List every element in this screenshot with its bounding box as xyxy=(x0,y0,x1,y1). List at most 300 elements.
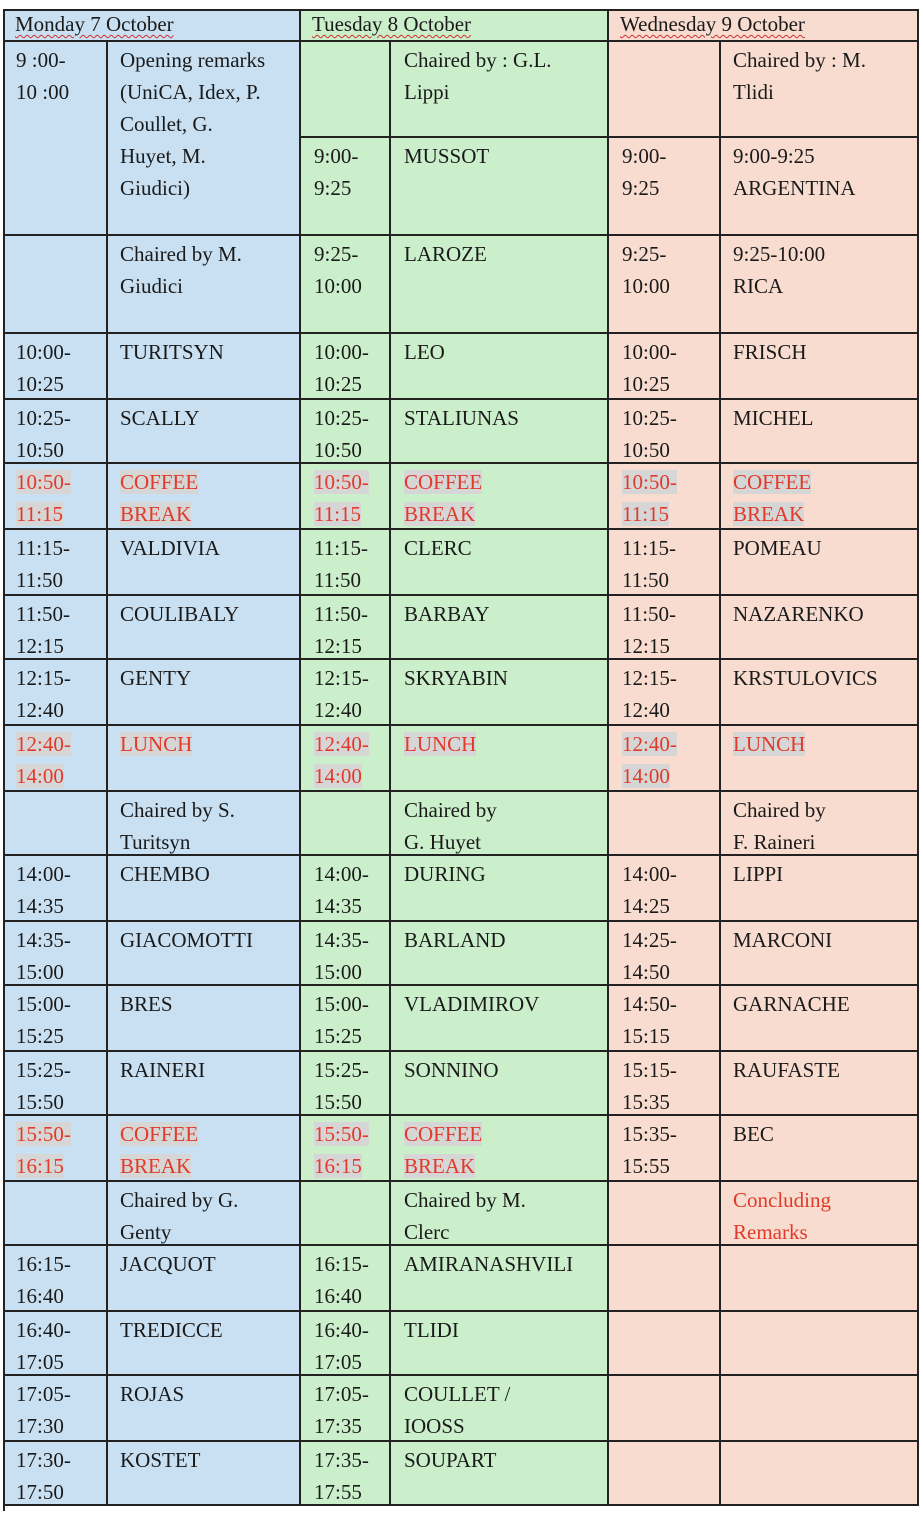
session-cell-mon-line: Chaired by S. xyxy=(120,798,235,822)
time-cell-mon-line xyxy=(16,466,100,498)
session-cell-wed-line: MARCONI xyxy=(733,928,833,952)
time-cell-mon-line: 15:50 xyxy=(16,1090,64,1114)
time-cell-wed-line: 10:50 xyxy=(622,438,670,462)
time-cell-mon xyxy=(3,986,108,1052)
session-cell-mon-line: Chaired by M. xyxy=(120,242,242,266)
time-cell-wed-line: 11:50 xyxy=(622,568,670,592)
session-cell-wed xyxy=(721,1052,919,1116)
time-cell-tue-line: 9:00- xyxy=(314,144,359,168)
session-cell-tue xyxy=(391,1052,609,1116)
time-cell-tue-line: 9:25 xyxy=(314,176,352,200)
time-cell-wed-line xyxy=(622,728,713,760)
time-cell-tue xyxy=(301,1376,391,1442)
session-cell-mon xyxy=(108,1052,301,1116)
time-cell-wed-line: 15:15 xyxy=(622,1024,670,1048)
time-cell-tue-line: 17:55 xyxy=(314,1480,362,1504)
session-cell-wed xyxy=(721,236,919,334)
session-cell-mon-line: TURITSYN xyxy=(120,340,224,364)
time-cell-mon xyxy=(3,1442,108,1506)
break-cell-mon-text: LUNCH xyxy=(120,732,193,756)
time-cell-wed-line: 15:55 xyxy=(622,1154,670,1178)
break-cell-mon xyxy=(108,1116,301,1182)
time-cell-mon xyxy=(3,400,108,464)
time-cell-wed-line: 11:50- xyxy=(622,602,677,626)
session-cell-wed-line: RICA xyxy=(733,274,784,298)
time-cell-wed xyxy=(609,1116,721,1182)
time-cell-mon-text: 14:00 xyxy=(16,764,64,788)
time-cell-wed xyxy=(609,922,721,986)
time-cell-mon-text: 12:40- xyxy=(16,732,71,756)
time-cell-tue-line: 17:05 xyxy=(314,1350,362,1374)
time-cell-mon-line xyxy=(16,728,100,760)
session-cell-mon xyxy=(108,1246,301,1312)
session-cell-wed xyxy=(721,138,919,236)
time-cell-mon-line: 12:15 xyxy=(16,634,64,658)
session-cell-tue-line: LEO xyxy=(404,340,445,364)
session-cell-mon-line: Huyet, M. xyxy=(120,144,206,168)
time-cell-mon-line: 14:35- xyxy=(16,928,71,952)
time-cell-mon-line: 14:00- xyxy=(16,862,71,886)
time-cell-tue-line: 11:50- xyxy=(314,602,369,626)
session-cell-mon xyxy=(108,856,301,922)
time-cell-mon-text: 16:15 xyxy=(16,1154,64,1178)
session-cell-tue xyxy=(391,1442,609,1506)
day-title: Monday 7 October xyxy=(15,12,174,36)
session-cell-tue xyxy=(391,922,609,986)
session-cell-tue-line: SKRYABIN xyxy=(404,666,508,690)
session-cell-tue xyxy=(391,660,609,726)
day-header-wed xyxy=(609,9,919,42)
time-cell-mon xyxy=(3,530,108,596)
session-cell-tue-line: COULLET / xyxy=(404,1382,511,1406)
time-cell-mon-line: 14:35 xyxy=(16,894,64,918)
session-cell-tue xyxy=(391,1246,609,1312)
time-cell-wed-line: 9:00- xyxy=(622,144,667,168)
break-cell-tue-text: BREAK xyxy=(404,502,476,526)
time-cell-tue-line: 15:00- xyxy=(314,992,369,1016)
break-cell-tue-line xyxy=(404,1118,601,1150)
time-cell-tue-line: 12:15- xyxy=(314,666,369,690)
session-cell-tue-line: BARLAND xyxy=(404,928,506,952)
time-cell-mon-line xyxy=(16,1150,100,1182)
session-cell-mon xyxy=(108,922,301,986)
time-cell-mon xyxy=(3,236,108,334)
session-cell-mon-line: VALDIVIA xyxy=(120,536,220,560)
session-cell-tue-line: Lippi xyxy=(404,80,450,104)
time-cell-tue-line: 10:50 xyxy=(314,438,362,462)
session-cell-tue-line: VLADIMIROV xyxy=(404,992,540,1016)
time-cell-tue xyxy=(301,1312,391,1376)
time-cell-mon-line: 12:15- xyxy=(16,666,71,690)
time-cell-tue-line xyxy=(314,728,383,760)
time-cell-mon-line xyxy=(16,498,100,530)
time-cell-mon-line: 17:05 xyxy=(16,1350,64,1374)
break-cell-tue-text: BREAK xyxy=(404,1154,476,1178)
break-cell-tue-line xyxy=(404,1150,601,1182)
time-cell-tue-line: 12:15 xyxy=(314,634,362,658)
time-cell-mon xyxy=(3,42,108,236)
time-cell-mon xyxy=(3,1246,108,1312)
time-cell-wed xyxy=(609,660,721,726)
time-cell-wed-text: 12:40- xyxy=(622,732,677,756)
break-cell-mon-line xyxy=(120,466,293,498)
session-cell-wed xyxy=(721,1442,919,1506)
session-cell-wed-line: FRISCH xyxy=(733,340,807,364)
time-cell-tue-text: 15:50- xyxy=(314,1122,369,1146)
time-cell-tue-line: 16:15- xyxy=(314,1252,369,1276)
session-cell-tue-line: AMIRANASHVILI xyxy=(404,1252,574,1276)
session-cell-tue-line: DURING xyxy=(404,862,486,886)
break-cell-mon-text: BREAK xyxy=(120,502,192,526)
time-cell-tue xyxy=(301,986,391,1052)
time-cell-wed xyxy=(609,1182,721,1246)
session-cell-mon xyxy=(108,986,301,1052)
session-cell-tue-line: G. Huyet xyxy=(404,830,481,854)
session-cell-mon-line: Opening remarks xyxy=(120,48,266,72)
day-header-tue xyxy=(301,9,609,42)
break-cell-tue-line xyxy=(404,466,601,498)
time-cell-wed xyxy=(609,792,721,856)
time-cell-wed xyxy=(609,1312,721,1376)
session-cell-mon xyxy=(108,236,301,334)
time-cell-wed-line xyxy=(622,760,713,792)
session-cell-tue-line: MUSSOT xyxy=(404,144,490,168)
time-cell-wed-line: 14:25 xyxy=(622,894,670,918)
session-cell-tue xyxy=(391,792,609,856)
break-cell-wed xyxy=(721,726,919,792)
time-cell-mon-line: 15:00 xyxy=(16,960,64,984)
session-cell-wed-line: Remarks xyxy=(733,1220,808,1244)
time-cell-tue-line: 15:25 xyxy=(314,1024,362,1048)
session-cell-tue xyxy=(391,596,609,660)
session-cell-wed xyxy=(721,1246,919,1312)
day-title: Wednesday 9 October xyxy=(620,12,805,36)
session-cell-mon xyxy=(108,596,301,660)
time-cell-tue-line: 17:35 xyxy=(314,1414,362,1438)
time-cell-wed-line: 10:00 xyxy=(622,274,670,298)
time-cell-wed-text: 14:00 xyxy=(622,764,670,788)
time-cell-tue-line: 16:40 xyxy=(314,1284,362,1308)
time-cell-mon-line: 16:40- xyxy=(16,1318,71,1342)
break-cell-mon-line xyxy=(120,1118,293,1150)
session-cell-wed-line: ARGENTINA xyxy=(733,176,856,200)
time-cell-tue-line xyxy=(314,1150,383,1182)
time-cell-wed-line: 12:40 xyxy=(622,698,670,722)
session-cell-wed xyxy=(721,596,919,660)
time-cell-wed xyxy=(609,138,721,236)
time-cell-wed-line: 9:25- xyxy=(622,242,667,266)
session-cell-wed xyxy=(721,1376,919,1442)
time-cell-tue xyxy=(301,660,391,726)
session-cell-mon-line: (UniCA, Idex, P. xyxy=(120,80,261,104)
session-cell-mon-line: TREDICCE xyxy=(120,1318,223,1342)
session-cell-mon-line: GENTY xyxy=(120,666,192,690)
time-cell-mon xyxy=(3,1052,108,1116)
session-cell-wed-line: 9:25-10:00 xyxy=(733,242,826,266)
time-cell-mon xyxy=(3,922,108,986)
session-cell-mon-line: KOSTET xyxy=(120,1448,201,1472)
session-cell-mon-line: COULIBALY xyxy=(120,602,240,626)
time-cell-wed xyxy=(609,530,721,596)
time-cell-mon-line: 10:25- xyxy=(16,406,71,430)
time-cell-tue-line: 11:50 xyxy=(314,568,362,592)
time-cell-mon-line: 11:50- xyxy=(16,602,71,626)
session-cell-mon-line: Giudici xyxy=(120,274,183,298)
time-cell-mon-line: 15:00- xyxy=(16,992,71,1016)
session-cell-mon xyxy=(108,42,301,236)
session-cell-tue-line: Chaired by M. xyxy=(404,1188,526,1212)
session-cell-mon-line: RAINERI xyxy=(120,1058,206,1082)
time-cell-tue xyxy=(301,1442,391,1506)
time-cell-tue xyxy=(301,792,391,856)
break-cell-mon-line xyxy=(120,1150,293,1182)
session-cell-wed xyxy=(721,530,919,596)
session-cell-tue xyxy=(391,530,609,596)
time-cell-tue-line: 14:00- xyxy=(314,862,369,886)
session-cell-tue xyxy=(391,236,609,334)
time-cell-tue xyxy=(301,1246,391,1312)
time-cell-mon-line xyxy=(16,760,100,792)
time-cell-tue-line: 10:00 xyxy=(314,274,362,298)
time-cell-mon-line: 17:50 xyxy=(16,1480,64,1504)
session-cell-mon-line: SCALLY xyxy=(120,406,200,430)
time-cell-tue xyxy=(301,42,391,138)
time-cell-wed-text: 10:50- xyxy=(622,470,677,494)
time-cell-mon-line: 17:30 xyxy=(16,1414,64,1438)
time-cell-wed-line xyxy=(622,466,713,498)
session-cell-mon xyxy=(108,1182,301,1246)
session-cell-mon-line: Turitsyn xyxy=(120,830,191,854)
time-cell-tue-line: 14:35 xyxy=(314,894,362,918)
time-cell-wed xyxy=(609,400,721,464)
time-cell-tue-line: 10:25- xyxy=(314,406,369,430)
time-cell-mon-line: 10 :00 xyxy=(16,80,70,104)
time-cell-mon-line: 10:00- xyxy=(16,340,71,364)
time-cell-tue-line xyxy=(314,760,383,792)
break-cell-wed-line xyxy=(733,498,911,530)
time-cell-tue xyxy=(301,726,391,792)
session-cell-tue xyxy=(391,334,609,400)
session-cell-wed-line: POMEAU xyxy=(733,536,822,560)
time-cell-mon xyxy=(3,1312,108,1376)
session-cell-mon-line: BRES xyxy=(120,992,173,1016)
time-cell-tue-text: 10:50- xyxy=(314,470,369,494)
time-cell-wed xyxy=(609,726,721,792)
session-cell-tue-line: IOOSS xyxy=(404,1414,465,1438)
time-cell-mon xyxy=(3,1116,108,1182)
time-cell-wed-line: 9:25 xyxy=(622,176,660,200)
session-cell-wed xyxy=(721,792,919,856)
session-cell-mon xyxy=(108,334,301,400)
time-cell-tue xyxy=(301,334,391,400)
time-cell-tue xyxy=(301,596,391,660)
time-cell-mon-line: 11:15- xyxy=(16,536,71,560)
day-header-mon xyxy=(3,9,301,42)
time-cell-wed xyxy=(609,596,721,660)
time-cell-wed-line: 14:50- xyxy=(622,992,677,1016)
time-cell-tue-line: 15:50 xyxy=(314,1090,362,1114)
break-cell-mon-line xyxy=(120,728,293,760)
time-cell-mon-line: 10:50 xyxy=(16,438,64,462)
time-cell-mon xyxy=(3,596,108,660)
time-cell-tue-text: 11:15 xyxy=(314,502,362,526)
session-cell-tue-line: CLERC xyxy=(404,536,472,560)
session-cell-wed xyxy=(721,334,919,400)
session-cell-wed-line: F. Raineri xyxy=(733,830,816,854)
break-cell-wed-text: BREAK xyxy=(733,502,805,526)
session-cell-tue-line: SONNINO xyxy=(404,1058,499,1082)
time-cell-mon xyxy=(3,334,108,400)
time-cell-wed xyxy=(609,42,721,138)
time-cell-wed-line: 15:15- xyxy=(622,1058,677,1082)
session-cell-mon xyxy=(108,530,301,596)
session-cell-tue-line: Chaired by xyxy=(404,798,497,822)
time-cell-mon-line: 15:25 xyxy=(16,1024,64,1048)
session-cell-wed-line: GARNACHE xyxy=(733,992,850,1016)
session-cell-mon-line: Coullet, G. xyxy=(120,112,213,136)
time-cell-tue xyxy=(301,236,391,334)
session-cell-mon-line: Giudici) xyxy=(120,176,190,200)
session-cell-tue xyxy=(391,42,609,138)
time-cell-wed-line: 12:15- xyxy=(622,666,677,690)
time-cell-tue-line: 15:25- xyxy=(314,1058,369,1082)
session-cell-tue xyxy=(391,856,609,922)
session-cell-tue-line: LAROZE xyxy=(404,242,487,266)
time-cell-mon-text: 10:50- xyxy=(16,470,71,494)
time-cell-mon-line: 17:30- xyxy=(16,1448,71,1472)
time-cell-mon-text: 11:15 xyxy=(16,502,64,526)
session-cell-tue xyxy=(391,1376,609,1442)
break-cell-tue-text: COFFEE xyxy=(404,1122,483,1146)
session-cell-tue-line: TLIDI xyxy=(404,1318,459,1342)
session-cell-wed-line: RAUFASTE xyxy=(733,1058,840,1082)
break-cell-mon xyxy=(108,726,301,792)
time-cell-tue-line: 14:35- xyxy=(314,928,369,952)
time-cell-mon-line xyxy=(16,1118,100,1150)
time-cell-tue-line xyxy=(314,498,383,530)
session-cell-tue xyxy=(391,1182,609,1246)
time-cell-wed xyxy=(609,1052,721,1116)
time-cell-mon xyxy=(3,464,108,530)
session-cell-tue xyxy=(391,1312,609,1376)
session-cell-tue xyxy=(391,138,609,236)
session-cell-wed-line: NAZARENKO xyxy=(733,602,864,626)
time-cell-tue-line: 10:25 xyxy=(314,372,362,396)
session-cell-wed xyxy=(721,42,919,138)
time-cell-tue xyxy=(301,1052,391,1116)
time-cell-tue-line xyxy=(314,1118,383,1150)
break-cell-tue xyxy=(391,1116,609,1182)
session-cell-mon xyxy=(108,1376,301,1442)
session-cell-wed-line: BEC xyxy=(733,1122,774,1146)
break-cell-wed xyxy=(721,464,919,530)
session-cell-wed xyxy=(721,1182,919,1246)
time-cell-tue xyxy=(301,922,391,986)
session-cell-mon-line: GIACOMOTTI xyxy=(120,928,253,952)
time-cell-tue-line: 10:00- xyxy=(314,340,369,364)
session-cell-wed-line: Tlidi xyxy=(733,80,774,104)
break-cell-tue xyxy=(391,726,609,792)
time-cell-wed-line: 15:35 xyxy=(622,1090,670,1114)
session-cell-tue-line: Chaired by : G.L. xyxy=(404,48,552,72)
time-cell-tue-line: 15:00 xyxy=(314,960,362,984)
time-cell-wed-line xyxy=(622,498,713,530)
time-cell-mon-line: 9 :00- xyxy=(16,48,66,72)
session-cell-mon xyxy=(108,1312,301,1376)
time-cell-wed-line: 11:15- xyxy=(622,536,677,560)
time-cell-mon xyxy=(3,1376,108,1442)
session-cell-wed xyxy=(721,1312,919,1376)
time-cell-mon-line: 15:25- xyxy=(16,1058,71,1082)
time-cell-mon xyxy=(3,660,108,726)
time-cell-wed-line: 15:35- xyxy=(622,1122,677,1146)
time-cell-wed-line: 10:25- xyxy=(622,406,677,430)
time-cell-tue xyxy=(301,530,391,596)
session-cell-mon-line: CHEMBO xyxy=(120,862,210,886)
session-cell-wed-line: Concluding xyxy=(733,1188,831,1212)
session-cell-wed xyxy=(721,400,919,464)
day-title: Tuesday 8 October xyxy=(312,12,472,36)
session-cell-tue xyxy=(391,400,609,464)
time-cell-mon-line: 10:25 xyxy=(16,372,64,396)
time-cell-wed-line: 10:00- xyxy=(622,340,677,364)
session-cell-tue-line: Clerc xyxy=(404,1220,450,1244)
break-cell-tue xyxy=(391,464,609,530)
session-cell-wed-line: MICHEL xyxy=(733,406,814,430)
session-cell-wed-line: Chaired by xyxy=(733,798,826,822)
session-cell-tue-line: SOUPART xyxy=(404,1448,497,1472)
session-cell-mon-line: Chaired by G. xyxy=(120,1188,239,1212)
time-cell-mon-line: 16:15- xyxy=(16,1252,71,1276)
session-cell-wed xyxy=(721,922,919,986)
session-cell-wed-line: LIPPI xyxy=(733,862,784,886)
break-cell-mon-text: COFFEE xyxy=(120,1122,199,1146)
session-cell-mon xyxy=(108,792,301,856)
session-cell-wed xyxy=(721,856,919,922)
break-cell-wed-text: LUNCH xyxy=(733,732,806,756)
session-cell-wed xyxy=(721,1116,919,1182)
time-cell-wed xyxy=(609,334,721,400)
time-cell-wed-line: 14:25- xyxy=(622,928,677,952)
time-cell-mon-text: 15:50- xyxy=(16,1122,71,1146)
time-cell-tue-line: 12:40 xyxy=(314,698,362,722)
time-cell-tue-line: 17:35- xyxy=(314,1448,369,1472)
session-cell-mon xyxy=(108,660,301,726)
time-cell-tue-line: 9:25- xyxy=(314,242,359,266)
time-cell-tue-line: 17:05- xyxy=(314,1382,369,1406)
session-cell-wed-line: Chaired by : M. xyxy=(733,48,866,72)
time-cell-mon xyxy=(3,726,108,792)
break-cell-tue-line xyxy=(404,498,601,530)
break-cell-wed-line xyxy=(733,728,911,760)
break-cell-mon-text: COFFEE xyxy=(120,470,199,494)
break-cell-wed-text: COFFEE xyxy=(733,470,812,494)
time-cell-tue xyxy=(301,400,391,464)
time-cell-tue xyxy=(301,464,391,530)
time-cell-tue-line: 16:40- xyxy=(314,1318,369,1342)
time-cell-wed-text: 11:15 xyxy=(622,502,670,526)
time-cell-wed xyxy=(609,1246,721,1312)
break-cell-mon xyxy=(108,464,301,530)
break-cell-tue-line xyxy=(404,728,601,760)
time-cell-mon-line: 12:40 xyxy=(16,698,64,722)
session-cell-mon-line: ROJAS xyxy=(120,1382,185,1406)
time-cell-tue-text: 14:00 xyxy=(314,764,362,788)
time-cell-wed-line: 10:25 xyxy=(622,372,670,396)
break-cell-mon-text: BREAK xyxy=(120,1154,192,1178)
time-cell-wed xyxy=(609,986,721,1052)
time-cell-wed xyxy=(609,236,721,334)
